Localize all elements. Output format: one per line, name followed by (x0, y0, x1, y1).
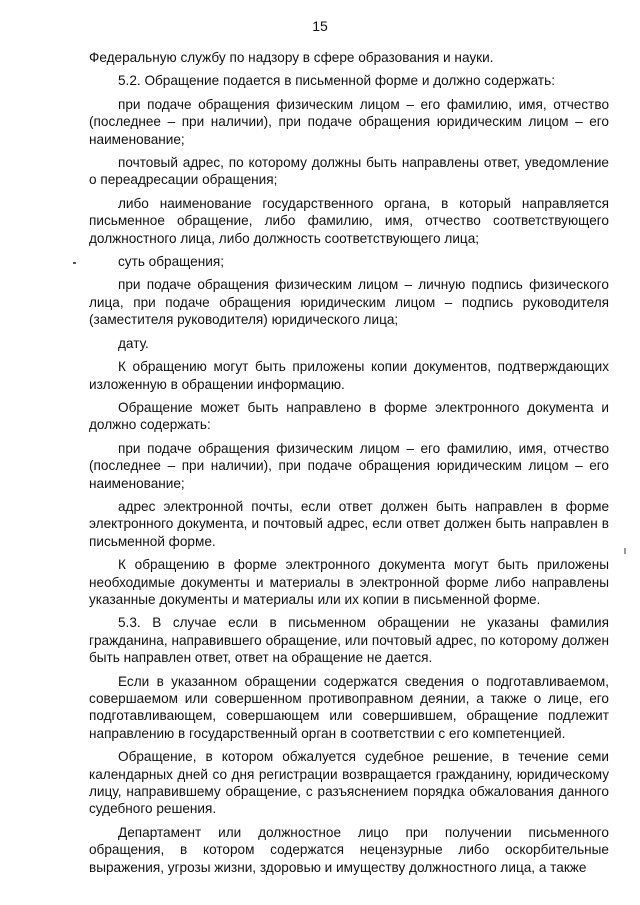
paragraph-attachments: К обращению могут быть приложены копии документов, подтверждающих изложенную в обращении информацию. (89, 359, 609, 392)
paragraph-electronic-name: при подаче обращения физическим лицом – его фамилию, имя, отчество (последнее – при наличии), при подаче обращения юридическим лицом – его наименование; (89, 440, 609, 491)
paragraph-electronic-email: адрес электронной почты, если ответ должен быть направлен в форме электронного документа, и почтовый адрес, если ответ должен быть направлен в письменной форме. (89, 498, 609, 549)
paragraph-5-3: 5.3. В случае если в письменном обращении не указаны фамилия гражданина, направившего обращение, или почтовый адрес, по которому должен быть направлен ответ, ответ на обращение не дается. (89, 615, 609, 666)
paragraph-continuation: Федеральную службу по надзору в сфере образования и науки. (89, 50, 494, 65)
paragraph-5-2: 5.2. Обращение подается в письменной форме и должно содержать: (118, 73, 555, 89)
paragraph-requirement-date: дату. (118, 335, 149, 351)
paragraph-obscene-content: Департамент или должностное лицо при получении письменного обращения, в котором содержатся нецензурные либо оскорбительные выражения, угрозы жизни, здоровью и имуществу должностного лица, а также (89, 824, 609, 875)
paragraph-requirement-address: почтовый адрес, по которому должны быть направлены ответ, уведомление о переадресации обращения; (89, 155, 609, 188)
paragraph-requirement-name: при подаче обращения физическим лицом – его фамилию, имя, отчество (последнее – при наличии), при подаче обращения юридическим лицом – его наименование; (89, 96, 609, 147)
paragraph-electronic-attachments: К обращению в форме электронного документа могут быть приложены необходимые документы и материалы в электронной форме либо направлены указанные документы и материалы или их копии в письменной форме. (89, 557, 609, 607)
paragraph-court-decision: Обращение, в котором обжалуется судебное решение, в течение семи календарных дней со дня регистрации возвращается гражданину, юридическому лицу, направившему обращение, с разъяснением порядка обжалования данного судебного решения. (89, 749, 609, 817)
paragraph-requirement-recipient: либо наименование государственного органа, в который направляется письменное обращение, либо фамилию, имя, отчество соответствующего должностного лица, либо должность соответствующего лица; (89, 195, 609, 246)
document-body (89, 49, 609, 882)
paragraph-requirement-signature: при подаче обращения физическим лицом – личную подпись физического лица, при подаче обращения юридическим лицом – подпись руководителя (заместителя руководителя) юридического лица; (89, 277, 609, 328)
page-number: 15 (312, 18, 328, 34)
paragraph-electronic-form: Обращение может быть направлено в форме электронного документа и должно содержать: (89, 399, 609, 433)
scan-speck (73, 262, 76, 264)
paragraph-unlawful-act: Если в указанном обращении содержатся сведения о подготавливаемом, совершаемом или совершенном противоправном деянии, а также о лице, его подготавливающем, совершающем или совершившем, обращение подлежит направлению в государственный орган в соответствии с его компетенцией. (89, 673, 609, 741)
paragraph-requirement-essence: суть обращения; (118, 254, 224, 270)
scan-speck (624, 548, 626, 554)
